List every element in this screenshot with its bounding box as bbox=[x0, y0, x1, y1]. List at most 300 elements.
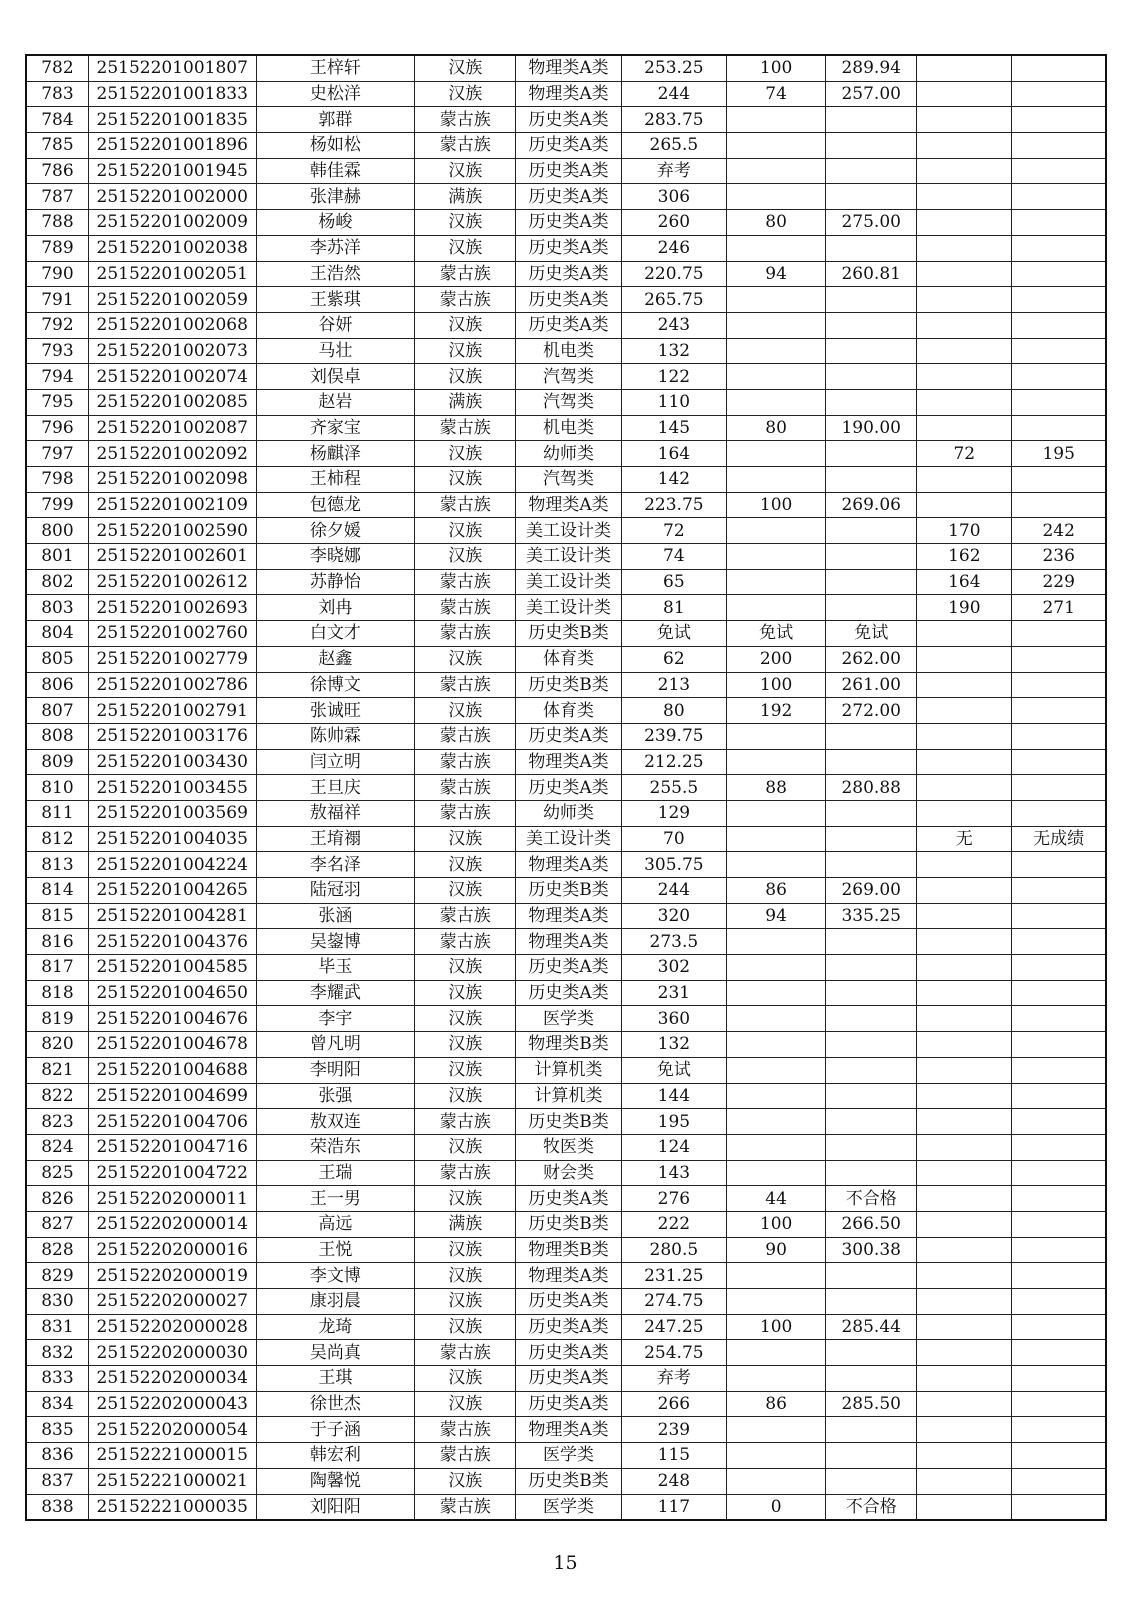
table-row bbox=[26, 55, 1106, 81]
table-row bbox=[26, 903, 1106, 929]
table-row bbox=[26, 800, 1106, 826]
extra-score-cell bbox=[917, 749, 1012, 775]
extra-score-cell bbox=[917, 133, 1012, 159]
seq-cell: 806 bbox=[26, 672, 88, 698]
table-row bbox=[26, 621, 1106, 647]
category-cell: 历史类A类 bbox=[516, 158, 621, 184]
seq-cell: 798 bbox=[26, 467, 88, 493]
total-score-cell: 300.38 bbox=[826, 1237, 917, 1263]
category-cell: 物理类B类 bbox=[516, 1237, 621, 1263]
culture-score-cell: 276 bbox=[621, 1186, 726, 1212]
name-cell: 康羽晨 bbox=[256, 1289, 415, 1315]
extra-score-cell bbox=[917, 1391, 1012, 1417]
table-row bbox=[26, 133, 1106, 159]
exam-id-cell: 25152201004224 bbox=[88, 852, 256, 878]
table-row bbox=[26, 1186, 1106, 1212]
extra-total-cell bbox=[1012, 878, 1106, 904]
exam-id-cell: 25152201002786 bbox=[88, 672, 256, 698]
extra-score-cell bbox=[917, 1211, 1012, 1237]
culture-score-cell: 247.25 bbox=[621, 1314, 726, 1340]
skill-score-cell: 200 bbox=[727, 646, 826, 672]
table-row bbox=[26, 1109, 1106, 1135]
exam-id-cell: 25152201003455 bbox=[88, 775, 256, 801]
table-row bbox=[26, 210, 1106, 236]
exam-id-cell: 25152221000015 bbox=[88, 1443, 256, 1469]
culture-score-cell: 115 bbox=[621, 1443, 726, 1469]
total-score-cell bbox=[826, 1289, 917, 1315]
seq-cell: 816 bbox=[26, 929, 88, 955]
skill-score-cell bbox=[727, 955, 826, 981]
ethnicity-cell: 蒙古族 bbox=[415, 1109, 516, 1135]
ethnicity-cell: 蒙古族 bbox=[415, 621, 516, 647]
extra-score-cell bbox=[917, 184, 1012, 210]
culture-score-cell: 305.75 bbox=[621, 852, 726, 878]
extra-score-cell bbox=[917, 1417, 1012, 1443]
total-score-cell: 289.94 bbox=[826, 55, 917, 81]
skill-score-cell bbox=[727, 826, 826, 852]
name-cell: 韩佳霖 bbox=[256, 158, 415, 184]
culture-score-cell: 免试 bbox=[621, 1057, 726, 1083]
ethnicity-cell: 蒙古族 bbox=[415, 723, 516, 749]
total-score-cell bbox=[826, 826, 917, 852]
extra-score-cell bbox=[917, 158, 1012, 184]
ethnicity-cell: 汉族 bbox=[415, 467, 516, 493]
culture-score-cell: 81 bbox=[621, 595, 726, 621]
table-row bbox=[26, 389, 1106, 415]
table-row bbox=[26, 287, 1106, 313]
ethnicity-cell: 蒙古族 bbox=[415, 800, 516, 826]
culture-score-cell: 124 bbox=[621, 1134, 726, 1160]
seq-cell: 819 bbox=[26, 1006, 88, 1032]
skill-score-cell bbox=[727, 749, 826, 775]
name-cell: 王悦 bbox=[256, 1237, 415, 1263]
total-score-cell: 262.00 bbox=[826, 646, 917, 672]
exam-id-cell: 25152201004585 bbox=[88, 955, 256, 981]
culture-score-cell: 213 bbox=[621, 672, 726, 698]
seq-cell: 834 bbox=[26, 1391, 88, 1417]
extra-score-cell bbox=[917, 235, 1012, 261]
extra-score-cell bbox=[917, 955, 1012, 981]
table-row bbox=[26, 775, 1106, 801]
seq-cell: 796 bbox=[26, 415, 88, 441]
extra-score-cell bbox=[917, 287, 1012, 313]
extra-score-cell bbox=[917, 1057, 1012, 1083]
name-cell: 李名泽 bbox=[256, 852, 415, 878]
extra-total-cell bbox=[1012, 1057, 1106, 1083]
exam-id-cell: 25152201002087 bbox=[88, 415, 256, 441]
ethnicity-cell: 汉族 bbox=[415, 1366, 516, 1392]
skill-score-cell: 74 bbox=[727, 81, 826, 107]
table-row bbox=[26, 1134, 1106, 1160]
culture-score-cell: 231.25 bbox=[621, 1263, 726, 1289]
category-cell: 美工设计类 bbox=[516, 826, 621, 852]
seq-cell: 827 bbox=[26, 1211, 88, 1237]
ethnicity-cell: 蒙古族 bbox=[415, 492, 516, 518]
skill-score-cell bbox=[727, 1160, 826, 1186]
name-cell: 赵鑫 bbox=[256, 646, 415, 672]
total-score-cell bbox=[826, 235, 917, 261]
extra-score-cell bbox=[917, 1289, 1012, 1315]
category-cell: 历史类A类 bbox=[516, 184, 621, 210]
extra-total-cell bbox=[1012, 1032, 1106, 1058]
total-score-cell bbox=[826, 184, 917, 210]
name-cell: 王瑞 bbox=[256, 1160, 415, 1186]
exam-id-cell: 25152201002693 bbox=[88, 595, 256, 621]
extra-total-cell bbox=[1012, 1237, 1106, 1263]
extra-total-cell bbox=[1012, 775, 1106, 801]
exam-id-cell: 25152201002059 bbox=[88, 287, 256, 313]
extra-score-cell bbox=[917, 1366, 1012, 1392]
table-row bbox=[26, 81, 1106, 107]
table-row bbox=[26, 826, 1106, 852]
exam-id-cell: 25152201002074 bbox=[88, 364, 256, 390]
culture-score-cell: 222 bbox=[621, 1211, 726, 1237]
exam-id-cell: 25152201002791 bbox=[88, 698, 256, 724]
table-row bbox=[26, 107, 1106, 133]
extra-total-cell: 236 bbox=[1012, 544, 1106, 570]
total-score-cell bbox=[826, 595, 917, 621]
name-cell: 吴尚真 bbox=[256, 1340, 415, 1366]
name-cell: 张强 bbox=[256, 1083, 415, 1109]
name-cell: 敖福祥 bbox=[256, 800, 415, 826]
extra-total-cell bbox=[1012, 1263, 1106, 1289]
extra-score-cell bbox=[917, 1237, 1012, 1263]
ethnicity-cell: 满族 bbox=[415, 184, 516, 210]
exam-id-cell: 25152201004376 bbox=[88, 929, 256, 955]
exam-id-cell: 25152201002590 bbox=[88, 518, 256, 544]
seq-cell: 832 bbox=[26, 1340, 88, 1366]
extra-total-cell bbox=[1012, 338, 1106, 364]
category-cell: 历史类A类 bbox=[516, 235, 621, 261]
seq-cell: 811 bbox=[26, 800, 88, 826]
total-score-cell bbox=[826, 1083, 917, 1109]
total-score-cell bbox=[826, 1134, 917, 1160]
extra-score-cell bbox=[917, 621, 1012, 647]
extra-total-cell bbox=[1012, 133, 1106, 159]
culture-score-cell: 62 bbox=[621, 646, 726, 672]
skill-score-cell: 80 bbox=[727, 415, 826, 441]
extra-score-cell bbox=[917, 775, 1012, 801]
exam-id-cell: 25152201001945 bbox=[88, 158, 256, 184]
name-cell: 王浩然 bbox=[256, 261, 415, 287]
extra-score-cell: 170 bbox=[917, 518, 1012, 544]
ethnicity-cell: 汉族 bbox=[415, 852, 516, 878]
extra-total-cell bbox=[1012, 1443, 1106, 1469]
exam-id-cell: 25152201001896 bbox=[88, 133, 256, 159]
culture-score-cell: 248 bbox=[621, 1468, 726, 1494]
extra-score-cell bbox=[917, 261, 1012, 287]
category-cell: 物理类A类 bbox=[516, 55, 621, 81]
extra-score-cell bbox=[917, 852, 1012, 878]
culture-score-cell: 164 bbox=[621, 441, 726, 467]
exam-id-cell: 25152201002779 bbox=[88, 646, 256, 672]
category-cell: 物理类A类 bbox=[516, 929, 621, 955]
category-cell: 历史类A类 bbox=[516, 980, 621, 1006]
skill-score-cell bbox=[727, 389, 826, 415]
exam-id-cell: 25152202000034 bbox=[88, 1366, 256, 1392]
name-cell: 李耀武 bbox=[256, 980, 415, 1006]
table-row bbox=[26, 544, 1106, 570]
extra-score-cell bbox=[917, 646, 1012, 672]
culture-score-cell: 65 bbox=[621, 569, 726, 595]
name-cell: 张涵 bbox=[256, 903, 415, 929]
extra-total-cell bbox=[1012, 467, 1106, 493]
extra-score-cell bbox=[917, 1494, 1012, 1520]
category-cell: 美工设计类 bbox=[516, 595, 621, 621]
category-cell: 历史类A类 bbox=[516, 1391, 621, 1417]
exam-id-cell: 25152202000030 bbox=[88, 1340, 256, 1366]
extra-score-cell bbox=[917, 1109, 1012, 1135]
table-row bbox=[26, 1211, 1106, 1237]
ethnicity-cell: 汉族 bbox=[415, 1057, 516, 1083]
exam-id-cell: 25152201003176 bbox=[88, 723, 256, 749]
extra-total-cell bbox=[1012, 800, 1106, 826]
exam-id-cell: 25152201002092 bbox=[88, 441, 256, 467]
extra-total-cell bbox=[1012, 980, 1106, 1006]
skill-score-cell bbox=[727, 158, 826, 184]
seq-cell: 787 bbox=[26, 184, 88, 210]
skill-score-cell bbox=[727, 929, 826, 955]
extra-score-cell bbox=[917, 878, 1012, 904]
extra-total-cell bbox=[1012, 1494, 1106, 1520]
skill-score-cell: 100 bbox=[727, 1211, 826, 1237]
name-cell: 荣浩东 bbox=[256, 1134, 415, 1160]
ethnicity-cell: 蒙古族 bbox=[415, 1340, 516, 1366]
name-cell: 王琪 bbox=[256, 1366, 415, 1392]
name-cell: 王紫琪 bbox=[256, 287, 415, 313]
seq-cell: 805 bbox=[26, 646, 88, 672]
name-cell: 王堉禤 bbox=[256, 826, 415, 852]
ethnicity-cell: 蒙古族 bbox=[415, 929, 516, 955]
seq-cell: 807 bbox=[26, 698, 88, 724]
skill-score-cell: 88 bbox=[727, 775, 826, 801]
ethnicity-cell: 汉族 bbox=[415, 1289, 516, 1315]
total-score-cell bbox=[826, 1263, 917, 1289]
exam-id-cell: 25152201003569 bbox=[88, 800, 256, 826]
name-cell: 王梓轩 bbox=[256, 55, 415, 81]
seq-cell: 785 bbox=[26, 133, 88, 159]
extra-total-cell bbox=[1012, 955, 1106, 981]
skill-score-cell bbox=[727, 441, 826, 467]
total-score-cell bbox=[826, 1340, 917, 1366]
extra-total-cell bbox=[1012, 210, 1106, 236]
category-cell: 历史类B类 bbox=[516, 878, 621, 904]
exam-id-cell: 25152201003430 bbox=[88, 749, 256, 775]
ethnicity-cell: 蒙古族 bbox=[415, 775, 516, 801]
skill-score-cell bbox=[727, 723, 826, 749]
exam-id-cell: 25152201002760 bbox=[88, 621, 256, 647]
category-cell: 计算机类 bbox=[516, 1057, 621, 1083]
skill-score-cell bbox=[727, 364, 826, 390]
ethnicity-cell: 汉族 bbox=[415, 1083, 516, 1109]
culture-score-cell: 223.75 bbox=[621, 492, 726, 518]
culture-score-cell: 265.75 bbox=[621, 287, 726, 313]
skill-score-cell bbox=[727, 1340, 826, 1366]
extra-score-cell: 72 bbox=[917, 441, 1012, 467]
extra-total-cell bbox=[1012, 749, 1106, 775]
name-cell: 李宇 bbox=[256, 1006, 415, 1032]
culture-score-cell: 265.5 bbox=[621, 133, 726, 159]
total-score-cell: 不合格 bbox=[826, 1186, 917, 1212]
total-score-cell bbox=[826, 467, 917, 493]
total-score-cell: 260.81 bbox=[826, 261, 917, 287]
name-cell: 徐夕媛 bbox=[256, 518, 415, 544]
category-cell: 历史类B类 bbox=[516, 1109, 621, 1135]
extra-total-cell: 271 bbox=[1012, 595, 1106, 621]
total-score-cell bbox=[826, 980, 917, 1006]
seq-cell: 808 bbox=[26, 723, 88, 749]
extra-total-cell bbox=[1012, 1006, 1106, 1032]
skill-score-cell bbox=[727, 1289, 826, 1315]
table-row bbox=[26, 929, 1106, 955]
ethnicity-cell: 汉族 bbox=[415, 235, 516, 261]
extra-total-cell: 229 bbox=[1012, 569, 1106, 595]
seq-cell: 818 bbox=[26, 980, 88, 1006]
culture-score-cell: 212.25 bbox=[621, 749, 726, 775]
culture-score-cell: 239 bbox=[621, 1417, 726, 1443]
exam-id-cell: 25152201001835 bbox=[88, 107, 256, 133]
culture-score-cell: 244 bbox=[621, 81, 726, 107]
name-cell: 赵岩 bbox=[256, 389, 415, 415]
seq-cell: 792 bbox=[26, 312, 88, 338]
ethnicity-cell: 汉族 bbox=[415, 544, 516, 570]
seq-cell: 786 bbox=[26, 158, 88, 184]
total-score-cell bbox=[826, 1468, 917, 1494]
extra-total-cell bbox=[1012, 1391, 1106, 1417]
table-row bbox=[26, 1468, 1106, 1494]
category-cell: 体育类 bbox=[516, 646, 621, 672]
skill-score-cell bbox=[727, 107, 826, 133]
ethnicity-cell: 蒙古族 bbox=[415, 1160, 516, 1186]
extra-score-cell bbox=[917, 903, 1012, 929]
ethnicity-cell: 蒙古族 bbox=[415, 1417, 516, 1443]
ethnicity-cell: 蒙古族 bbox=[415, 287, 516, 313]
skill-score-cell bbox=[727, 235, 826, 261]
skill-score-cell bbox=[727, 1083, 826, 1109]
table-row bbox=[26, 723, 1106, 749]
skill-score-cell bbox=[727, 1417, 826, 1443]
table-row bbox=[26, 595, 1106, 621]
culture-score-cell: 280.5 bbox=[621, 1237, 726, 1263]
table-row bbox=[26, 1032, 1106, 1058]
total-score-cell bbox=[826, 1032, 917, 1058]
name-cell: 杨如松 bbox=[256, 133, 415, 159]
category-cell: 机电类 bbox=[516, 415, 621, 441]
extra-total-cell bbox=[1012, 1109, 1106, 1135]
table-row bbox=[26, 441, 1106, 467]
ethnicity-cell: 汉族 bbox=[415, 210, 516, 236]
total-score-cell: 不合格 bbox=[826, 1494, 917, 1520]
seq-cell: 810 bbox=[26, 775, 88, 801]
culture-score-cell: 74 bbox=[621, 544, 726, 570]
ethnicity-cell: 汉族 bbox=[415, 1237, 516, 1263]
category-cell: 物理类A类 bbox=[516, 1417, 621, 1443]
exam-id-cell: 25152201004722 bbox=[88, 1160, 256, 1186]
exam-id-cell: 25152202000016 bbox=[88, 1237, 256, 1263]
name-cell: 王一男 bbox=[256, 1186, 415, 1212]
category-cell: 历史类B类 bbox=[516, 672, 621, 698]
extra-total-cell bbox=[1012, 1160, 1106, 1186]
table-row bbox=[26, 698, 1106, 724]
skill-score-cell bbox=[727, 980, 826, 1006]
extra-score-cell: 162 bbox=[917, 544, 1012, 570]
ethnicity-cell: 汉族 bbox=[415, 1314, 516, 1340]
culture-score-cell: 195 bbox=[621, 1109, 726, 1135]
skill-score-cell bbox=[727, 1057, 826, 1083]
exam-id-cell: 25152201002098 bbox=[88, 467, 256, 493]
ethnicity-cell: 蒙古族 bbox=[415, 107, 516, 133]
ethnicity-cell: 汉族 bbox=[415, 1391, 516, 1417]
seq-cell: 820 bbox=[26, 1032, 88, 1058]
category-cell: 历史类A类 bbox=[516, 107, 621, 133]
extra-total-cell bbox=[1012, 852, 1106, 878]
exam-id-cell: 25152202000054 bbox=[88, 1417, 256, 1443]
seq-cell: 825 bbox=[26, 1160, 88, 1186]
ethnicity-cell: 汉族 bbox=[415, 878, 516, 904]
skill-score-cell bbox=[727, 1032, 826, 1058]
table-row bbox=[26, 518, 1106, 544]
extra-total-cell bbox=[1012, 1083, 1106, 1109]
ethnicity-cell: 蒙古族 bbox=[415, 133, 516, 159]
skill-score-cell bbox=[727, 338, 826, 364]
extra-total-cell bbox=[1012, 287, 1106, 313]
category-cell: 历史类A类 bbox=[516, 723, 621, 749]
category-cell: 历史类A类 bbox=[516, 261, 621, 287]
name-cell: 陈帅霖 bbox=[256, 723, 415, 749]
name-cell: 陆冠羽 bbox=[256, 878, 415, 904]
name-cell: 王旦庆 bbox=[256, 775, 415, 801]
extra-score-cell bbox=[917, 800, 1012, 826]
category-cell: 历史类A类 bbox=[516, 1289, 621, 1315]
extra-total-cell: 242 bbox=[1012, 518, 1106, 544]
name-cell: 张诚旺 bbox=[256, 698, 415, 724]
table-row bbox=[26, 852, 1106, 878]
name-cell: 刘冉 bbox=[256, 595, 415, 621]
category-cell: 历史类A类 bbox=[516, 1366, 621, 1392]
table-row bbox=[26, 184, 1106, 210]
seq-cell: 795 bbox=[26, 389, 88, 415]
culture-score-cell: 266 bbox=[621, 1391, 726, 1417]
skill-score-cell bbox=[727, 1263, 826, 1289]
category-cell: 汽驾类 bbox=[516, 467, 621, 493]
total-score-cell: 免试 bbox=[826, 621, 917, 647]
skill-score-cell: 100 bbox=[727, 672, 826, 698]
extra-score-cell bbox=[917, 1032, 1012, 1058]
seq-cell: 804 bbox=[26, 621, 88, 647]
exam-id-cell: 25152202000019 bbox=[88, 1263, 256, 1289]
extra-total-cell bbox=[1012, 364, 1106, 390]
table-row bbox=[26, 749, 1106, 775]
extra-score-cell bbox=[917, 1083, 1012, 1109]
extra-total-cell bbox=[1012, 903, 1106, 929]
ethnicity-cell: 汉族 bbox=[415, 1468, 516, 1494]
category-cell: 汽驾类 bbox=[516, 364, 621, 390]
skill-score-cell: 86 bbox=[727, 1391, 826, 1417]
name-cell: 马壮 bbox=[256, 338, 415, 364]
extra-total-cell bbox=[1012, 1134, 1106, 1160]
total-score-cell bbox=[826, 929, 917, 955]
total-score-cell: 190.00 bbox=[826, 415, 917, 441]
extra-total-cell bbox=[1012, 184, 1106, 210]
table-row bbox=[26, 158, 1106, 184]
culture-score-cell: 129 bbox=[621, 800, 726, 826]
category-cell: 历史类A类 bbox=[516, 775, 621, 801]
category-cell: 历史类A类 bbox=[516, 1340, 621, 1366]
skill-score-cell bbox=[727, 1366, 826, 1392]
table-body bbox=[26, 55, 1106, 1520]
exam-id-cell: 25152201004699 bbox=[88, 1083, 256, 1109]
culture-score-cell: 110 bbox=[621, 389, 726, 415]
